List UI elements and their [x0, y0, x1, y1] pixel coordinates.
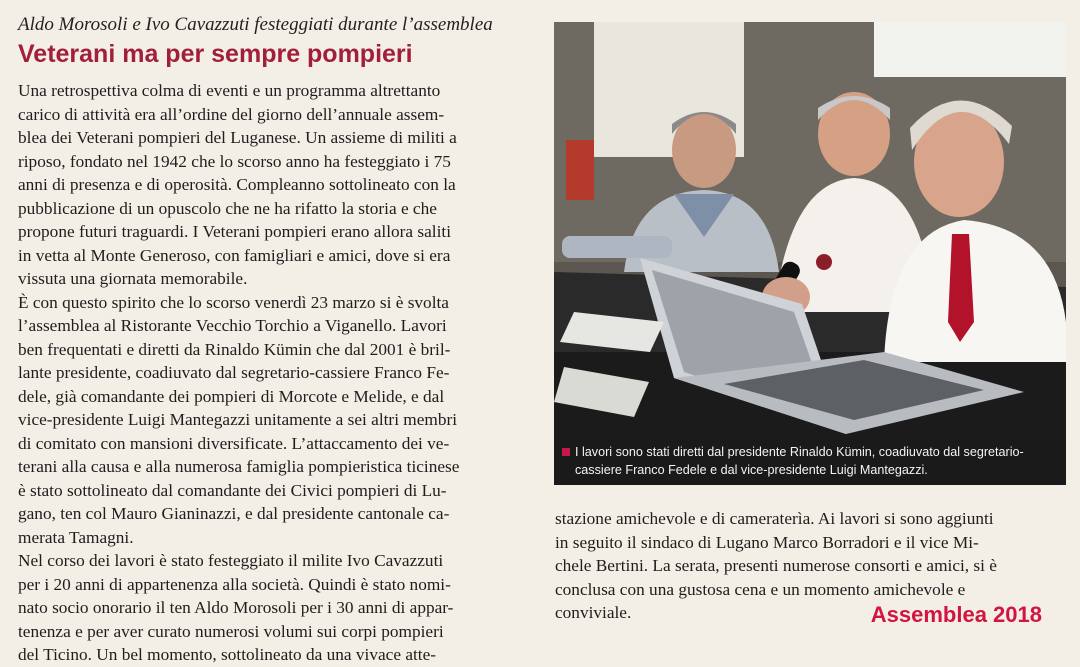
meeting-photo-illustration: [554, 22, 1066, 485]
text-line: propone futuri traguardi. I Veterani pompieri erano allora saliti: [18, 222, 452, 241]
text-line: chele Bertini. La serata, presenti numerose consorti e amici, si è: [555, 556, 997, 575]
text-line: è stato sottolineato dal comandante dei Civici pompieri di Lu-: [18, 480, 447, 500]
text-line: in vetta al Monte Generoso, con famigliari e amici, dove si era: [18, 245, 451, 265]
text-line: in seguito il sindaco di Lugano Marco Borradori e il vice Mi-: [555, 532, 979, 552]
text-line: pubblicazione di un opuscolo che ne ha rifatto la storia e che: [18, 198, 437, 218]
text-line: del Ticino. Un bel momento, sottolineato da una vivace atte-: [18, 645, 437, 664]
caption-square-marker-icon: [562, 448, 570, 456]
caption-line: cassiere Franco Fedele e dal vice-presidente Luigi Mantegazzi.: [575, 463, 928, 477]
text-line: È con questo spirito che lo scorso venerdì 23 marzo si è svolta: [18, 292, 449, 312]
text-line: conclusa con una gustosa cena e un momento amichevole e: [555, 579, 966, 599]
text-line: Una retrospettiva colma di eventi e un programma altrettanto: [18, 81, 441, 100]
text-line: lante presidente, coadiuvato dal segretario-cassiere Franco Fe-: [18, 363, 450, 382]
text-line: terani alla causa e alla numerosa famiglia pompieristica ticinese: [18, 457, 460, 476]
text-line: vissuta una giornata memorabile.: [18, 269, 248, 288]
text-line: l’assemblea al Ristorante Vecchio Torchio a Viganello. Lavori: [18, 316, 447, 335]
caption-line: [562, 443, 1060, 461]
text-line: conviviale.: [555, 603, 632, 622]
text-line: per i 20 anni di appartenenza alla società. Quindi è stato nomi-: [18, 574, 451, 594]
article-body-left-column: [18, 79, 541, 667]
article-kicker: Aldo Morosoli e Ivo Cavazzuti festeggiati durante l’assemblea: [18, 14, 493, 35]
caption-text: I lavori sono stati diretti dal presidente Rinaldo Kümin, coadiuvato dal segretario-: [575, 445, 1024, 459]
photo-caption: [554, 438, 1066, 485]
text-line: carico di attività era all’ordine del giorno dell’annuale assem-: [18, 104, 445, 124]
text-line: gano, ten col Mauro Gianinazzi, e dal presidente cantonale ca-: [18, 504, 450, 523]
text-line: di comitato con mansioni diversificate. L’attaccamento dei ve-: [18, 433, 450, 453]
article-headline: Veterani ma per sempre pompieri: [18, 40, 413, 68]
text-line: riposo, fondato nel 1942 che lo scorso anno ha festeggiato i 75: [18, 151, 451, 171]
text-line: vice-presidente Luigi Mantegazzi unitamente a sei altri membri: [18, 410, 458, 429]
footer-label: Assemblea 2018: [870, 602, 1042, 627]
text-line: nato socio onorario il ten Aldo Morosoli per i 30 anni di appar-: [18, 598, 454, 617]
text-line: tenenza e per aver curato numerosi volumi sui corpi pompieri: [18, 621, 444, 641]
text-line: merata Tamagni.: [18, 527, 134, 547]
text-line: blea dei Veterani pompieri del Luganese. Un assieme di militi a: [18, 128, 457, 147]
article-photo: [554, 22, 1066, 485]
text-line: stazione amichevole e di cameraterìa. Ai lavori si sono aggiunti: [555, 509, 994, 528]
text-line: Nel corso dei lavori è stato festeggiato il milite Ivo Cavazzuti: [18, 551, 444, 570]
text-line: anni di presenza e di operosità. Compleanno sottolineato con la: [18, 175, 456, 194]
text-line: ben frequentati e diretti da Rinaldo Kümin che dal 2001 è bril-: [18, 339, 451, 359]
text-line: dele, già comandante dei pompieri di Morcote e Melide, e dal: [18, 386, 445, 406]
